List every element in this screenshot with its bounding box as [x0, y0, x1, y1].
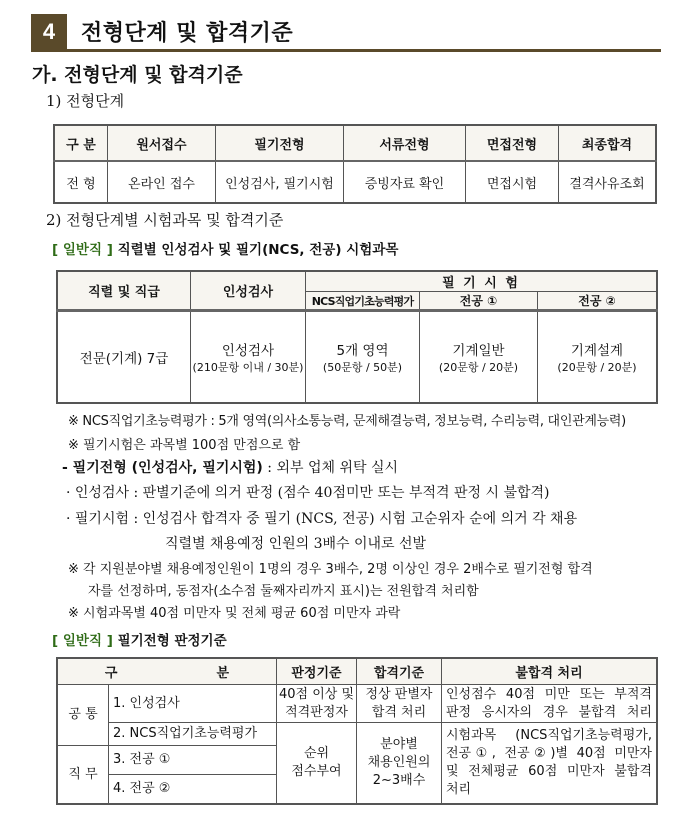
- subject-label-text: 직렬별 인성검사 및 필기(NCS, 전공) 시험과목: [117, 242, 399, 258]
- table-header-cell: 구 분: [57, 658, 277, 685]
- stage-table: [53, 124, 657, 204]
- table-cell: 전문(기계) 7급: [57, 311, 191, 404]
- table-header-cell: 전공 ②: [538, 292, 658, 311]
- table-header-cell: 최종합격: [559, 125, 657, 161]
- table-header-cell: 구 분: [54, 125, 108, 161]
- table-header-cell: NCS직업기초능력평가: [306, 292, 420, 311]
- table-cell: 전 형: [54, 161, 108, 203]
- table-cell: 정상 판별자 합격 처리: [357, 685, 442, 723]
- table-cell: 인성검사, 필기시험: [216, 161, 344, 203]
- written-stage-desc: : 외부 업체 위탁 실시: [262, 460, 399, 476]
- criteria-table: [56, 657, 658, 805]
- table-row: [57, 723, 657, 746]
- table-cell: 2. NCS직업기초능력평가: [109, 723, 277, 746]
- table-cell: 순위 점수부여: [277, 723, 357, 805]
- table-header-cell: 필기전형: [216, 125, 344, 161]
- table-cell: 면접시험: [466, 161, 559, 203]
- table-header-cell: 직렬 및 직급: [57, 271, 191, 311]
- bracket-close: ]: [106, 633, 113, 649]
- bracket-close: ]: [106, 242, 113, 258]
- table-header-row: [57, 271, 657, 292]
- table-cell: 증빙자료 확인: [344, 161, 466, 203]
- category-tag: 일반직: [62, 242, 102, 258]
- score-note: ※ 필기시험은 과목별 100점 만점으로 함: [68, 438, 301, 453]
- table-row: [57, 685, 657, 723]
- criteria-label: [52, 629, 227, 649]
- table-cell: 시험과목 (NCS직업기초능력평가, 전공①, 전공②)별 40점 미만자 및 전체평균 60점 미만자 불합격 처리: [442, 723, 658, 805]
- table-cell: 4. 전공 ②: [109, 775, 277, 805]
- table-header-cell: 인성검사: [191, 271, 306, 311]
- table-header-cell: 불합격 처리: [442, 658, 658, 685]
- table-row: [54, 161, 656, 203]
- table-header-row: [57, 658, 657, 685]
- table-row: [57, 311, 657, 404]
- table-header-row: [54, 125, 656, 161]
- criteria-heading: 2) 전형단계별 시험과목 및 합격기준: [46, 211, 284, 229]
- table-cell: 결격사유조회: [559, 161, 657, 203]
- table-header-cell: 전공 ①: [420, 292, 538, 311]
- table-header-cell: 원서접수: [108, 125, 216, 161]
- table-header-cell: 필 기 시 험: [306, 271, 658, 292]
- bracket-open: [: [52, 633, 59, 649]
- section-header: [31, 14, 661, 51]
- bullet-written: · 필기시험 : 인성검사 합격자 중 필기 (NCS, 전공) 시험 고순위자 순에 의거 각 채용: [66, 511, 578, 527]
- group-cell-duty: 직 무: [57, 746, 109, 805]
- written-stage-label: - 필기전형 (인성검사, 필기시험): [62, 460, 263, 476]
- cutoff-note: ※ 시험과목별 40점 미만자 및 전체 평균 60점 미만자 과락: [68, 606, 401, 621]
- subject-table: [56, 270, 658, 404]
- table-header-cell: 서류전형: [344, 125, 466, 161]
- bullet-written-cont: 직렬별 채용예정 인원의 3배수 이내로 선발: [165, 536, 427, 552]
- section-title: 전형단계 및 합격기준: [81, 21, 294, 46]
- bracket-open: [: [52, 242, 59, 258]
- table-header-cell: 합격기준: [357, 658, 442, 685]
- multiplier-note-cont: 자를 선정하며, 동점자(소수점 둘째자리까지 표시)는 전원합격 처리함: [88, 584, 479, 599]
- stage-heading: 1) 전형단계: [46, 92, 125, 110]
- table-cell: 인성점수 40점 미만 또는 부적격 판정 응시자의 경우 불합격 처리: [442, 685, 658, 723]
- ncs-note: ※ NCS직업기초능력평가 : 5개 영역(의사소통능력, 문제해결능력, 정보능력, 수리능력, 대인관계능력): [68, 414, 626, 429]
- bullet-personality: · 인성검사 : 판별기준에 의거 판정 (점수 40점미만 또는 부적격 판정 시 불합격): [66, 485, 550, 501]
- table-cell: 1. 인성검사: [109, 685, 277, 723]
- subsection-title: 가. 전형단계 및 합격기준: [32, 64, 243, 86]
- table-cell: 온라인 접수: [108, 161, 216, 203]
- written-stage-line: [62, 457, 398, 477]
- table-cell: 기계설계 (20문항 / 20분): [538, 311, 658, 404]
- table-header-cell: 면접전형: [466, 125, 559, 161]
- category-tag: 일반직: [62, 633, 102, 649]
- table-cell: 기계일반 (20문항 / 20분): [420, 311, 538, 404]
- section-number-badge: 4: [31, 14, 67, 49]
- table-cell: 40점 이상 및 적격판정자: [277, 685, 357, 723]
- table-cell: 3. 전공 ①: [109, 746, 277, 775]
- table-header-cell: 판정기준: [277, 658, 357, 685]
- multiplier-note: ※ 각 지원분야별 채용예정인원이 1명의 경우 3배수, 2명 이상인 경우 2배수로 필기전형 합격: [68, 562, 593, 577]
- criteria-label-text: 필기전형 판정기준: [117, 633, 227, 649]
- table-cell: 분야별 채용인원의 2~3배수: [357, 723, 442, 805]
- table-cell: 5개 영역 (50문항 / 50분): [306, 311, 420, 404]
- section-divider: [31, 49, 661, 52]
- subject-label: [52, 238, 398, 258]
- group-cell-common: 공 통: [57, 685, 109, 746]
- table-cell: 인성검사 (210문항 이내 / 30분): [191, 311, 306, 404]
